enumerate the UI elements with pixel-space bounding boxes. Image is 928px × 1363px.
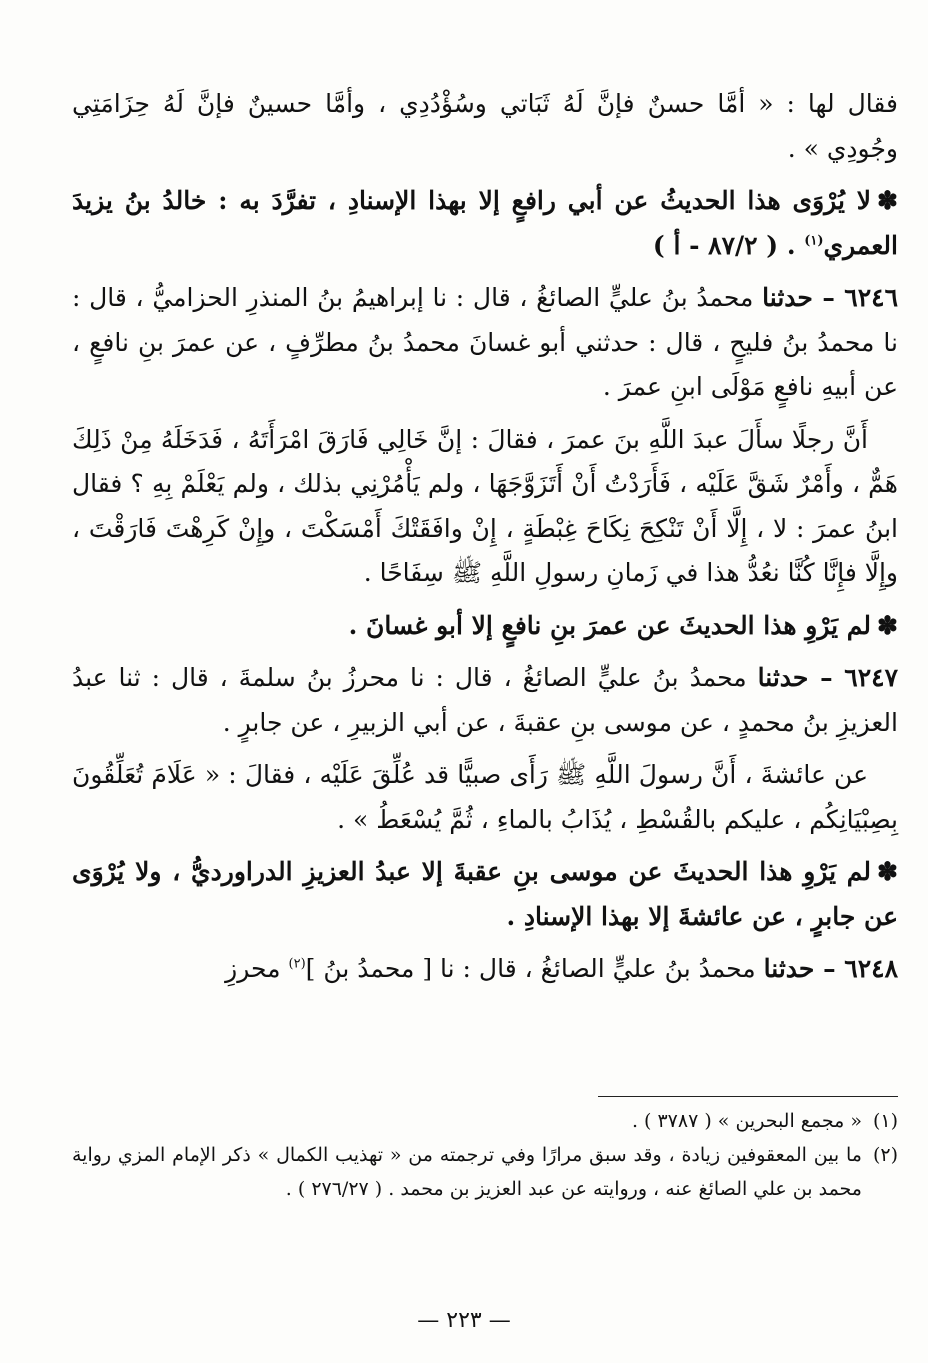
star-marker: ✽ xyxy=(877,186,898,215)
footnote-item xyxy=(72,1138,898,1206)
hadith-6247-body: عن عائشةَ ، أَنَّ رسولَ اللَّهِ ﷺ رَأَى صبيًّا قد عُلِّقَ عَلَيْه ، فقالَ : « عَلَامَ تُعَلِّقُونَ بِصِبْيَانِكُم ، عليكم بالقُسْطِ ، يُذَابُ بالماءِ ، ثُمَّ يُسْعَطُ » . xyxy=(72,760,898,834)
hadith-number: ٦٢٤٨ xyxy=(844,954,898,983)
chain-text: محمدُ بنُ عليٍّ الصائغُ ، قال : نا [ محمدُ بنُ ] xyxy=(305,954,764,983)
footnote-ref[interactable]: (١) xyxy=(804,233,824,249)
commentary-note xyxy=(72,850,898,939)
page-number: — ٢٢٣ — xyxy=(417,1308,511,1333)
commentary-note xyxy=(72,179,898,268)
hadith-dash: – xyxy=(814,954,845,983)
chain-text: محمدُ بنُ عليٍّ الصائغُ ، قال : نا إبراهيمُ بنُ المنذرِ الحزاميُّ ، قال : نا محمدُ بنُ فليحٍ ، قال : حدثني أبو غسانَ محمدُ بنُ مطرِّفٍ ، عن عمرَ بنِ نافعٍ ، عن أبيهِ نافعٍ مَوْلَى ابنِ عمرَ . xyxy=(72,283,898,401)
note-tail: . ( ٨٧/٢ - أ ) xyxy=(652,230,805,260)
chain-text: محمدُ بنُ عليٍّ الصائغُ ، قال : نا محرزُ بنُ سلمةَ ، قال : ثنا عبدُ العزيزِ بنُ محمدٍ ، عن موسى بنِ عقبةَ ، عن أبي الزبيرِ ، عن جابرٍ . xyxy=(72,663,898,737)
footnote-ref[interactable]: (٢) xyxy=(288,956,306,972)
paragraph-hadith-text: فقال لها : « أمَّا حسنٌ فإنَّ لَهُ ثَبَاتي وسُؤْدُدِي ، وأمَّا حسينٌ فإنَّ لَهُ حِزَامَتِي وجُودِي » . xyxy=(72,89,898,163)
footnote-number: (١) xyxy=(872,1110,898,1132)
footnote-divider xyxy=(598,1096,898,1097)
hadith-6247-chain xyxy=(72,656,898,745)
hadith-dash: – xyxy=(808,663,845,692)
footnote-text: « مجمع البحرين » ( ٣٧٨٧ ) . xyxy=(631,1110,862,1132)
hadith-6246-body: أَنَّ رجلًا سأَلَ عبدَ اللَّهِ بنَ عمرَ ، فقالَ : إنَّ خَالِي فَارَقَ امْرَأَتَهُ ، فَدَخَلَهُ مِنْ ذَلِكَ هَمٌّ ، وأَمْرٌ شَقَّ عَلَيْه ، فَأَرَدْتُ أَنْ أَتَزَوَّجَهَا ، ولم يَأْمُرْنِي بذلك ، ولم يَعْلَمْ بِهِ ؟ فقال ابنُ عمرَ : لا ، إِلَّا أَنْ تَنْكِحَ نِكَاحَ غِبْطَةٍ ، إِنْ وافَقَتْكَ أَمْسَكْتَ ، وإِنْ كَرِهْتَ فَارَقْتَ ، وإِلَّا فإِنَّا كُنَّا نعُدُّ هذا في زَمانِ رسولِ اللَّهِ ﷺ سِفَاحًا . xyxy=(72,424,898,587)
hadith-6248-chain xyxy=(72,947,898,992)
commentary-note xyxy=(72,604,898,649)
hadith-number: ٦٢٤٦ xyxy=(844,283,898,312)
hadith-dash: – xyxy=(812,283,845,312)
footnotes xyxy=(72,1104,898,1206)
note-text: لا يُرْوَى هذا الحديثُ عن أبي رافعٍ إلا بهذا الإسنادِ ، تفرَّدَ به : خالدُ بنُ يزيدَ العمري xyxy=(72,186,898,260)
hadith-number: ٦٢٤٧ xyxy=(844,663,898,692)
footnote-item xyxy=(72,1104,898,1138)
note-text: لم يَرْوِ هذا الحديثَ عن موسى بنِ عقبةَ إلا عبدُ العزيزِ الدراورديُّ ، ولا يُرْوَى عن جابرٍ ، عن عائشةَ إلا بهذا الإسنادِ . xyxy=(72,857,898,931)
chain-lead: حدثنا xyxy=(763,954,815,983)
footnote-number: (٢) xyxy=(872,1144,898,1166)
chain-lead: حدثنا xyxy=(757,663,809,692)
note-text: لم يَرْوِ هذا الحديثَ عن عمرَ بنِ نافعٍ إلا أبو غسانَ . xyxy=(348,610,872,640)
footnote-text: ما بين المعقوفين زيادة ، وقد سبق مرارًا وفي ترجمته من « تهذيب الكمال » ذكر الإمام المزي رواية محمد بن علي الصائغ عنه ، وروايته عن عبد العزيز بن محمد . ( ٢٧٦/٢٧ ) . xyxy=(72,1144,862,1200)
star-marker: ✽ xyxy=(877,610,898,640)
hadith-6246-chain xyxy=(72,276,898,410)
star-marker: ✽ xyxy=(877,857,898,886)
page-body xyxy=(72,82,898,1000)
chain-tail: محرزِ xyxy=(225,954,289,983)
chain-lead: حدثنا xyxy=(762,283,813,312)
